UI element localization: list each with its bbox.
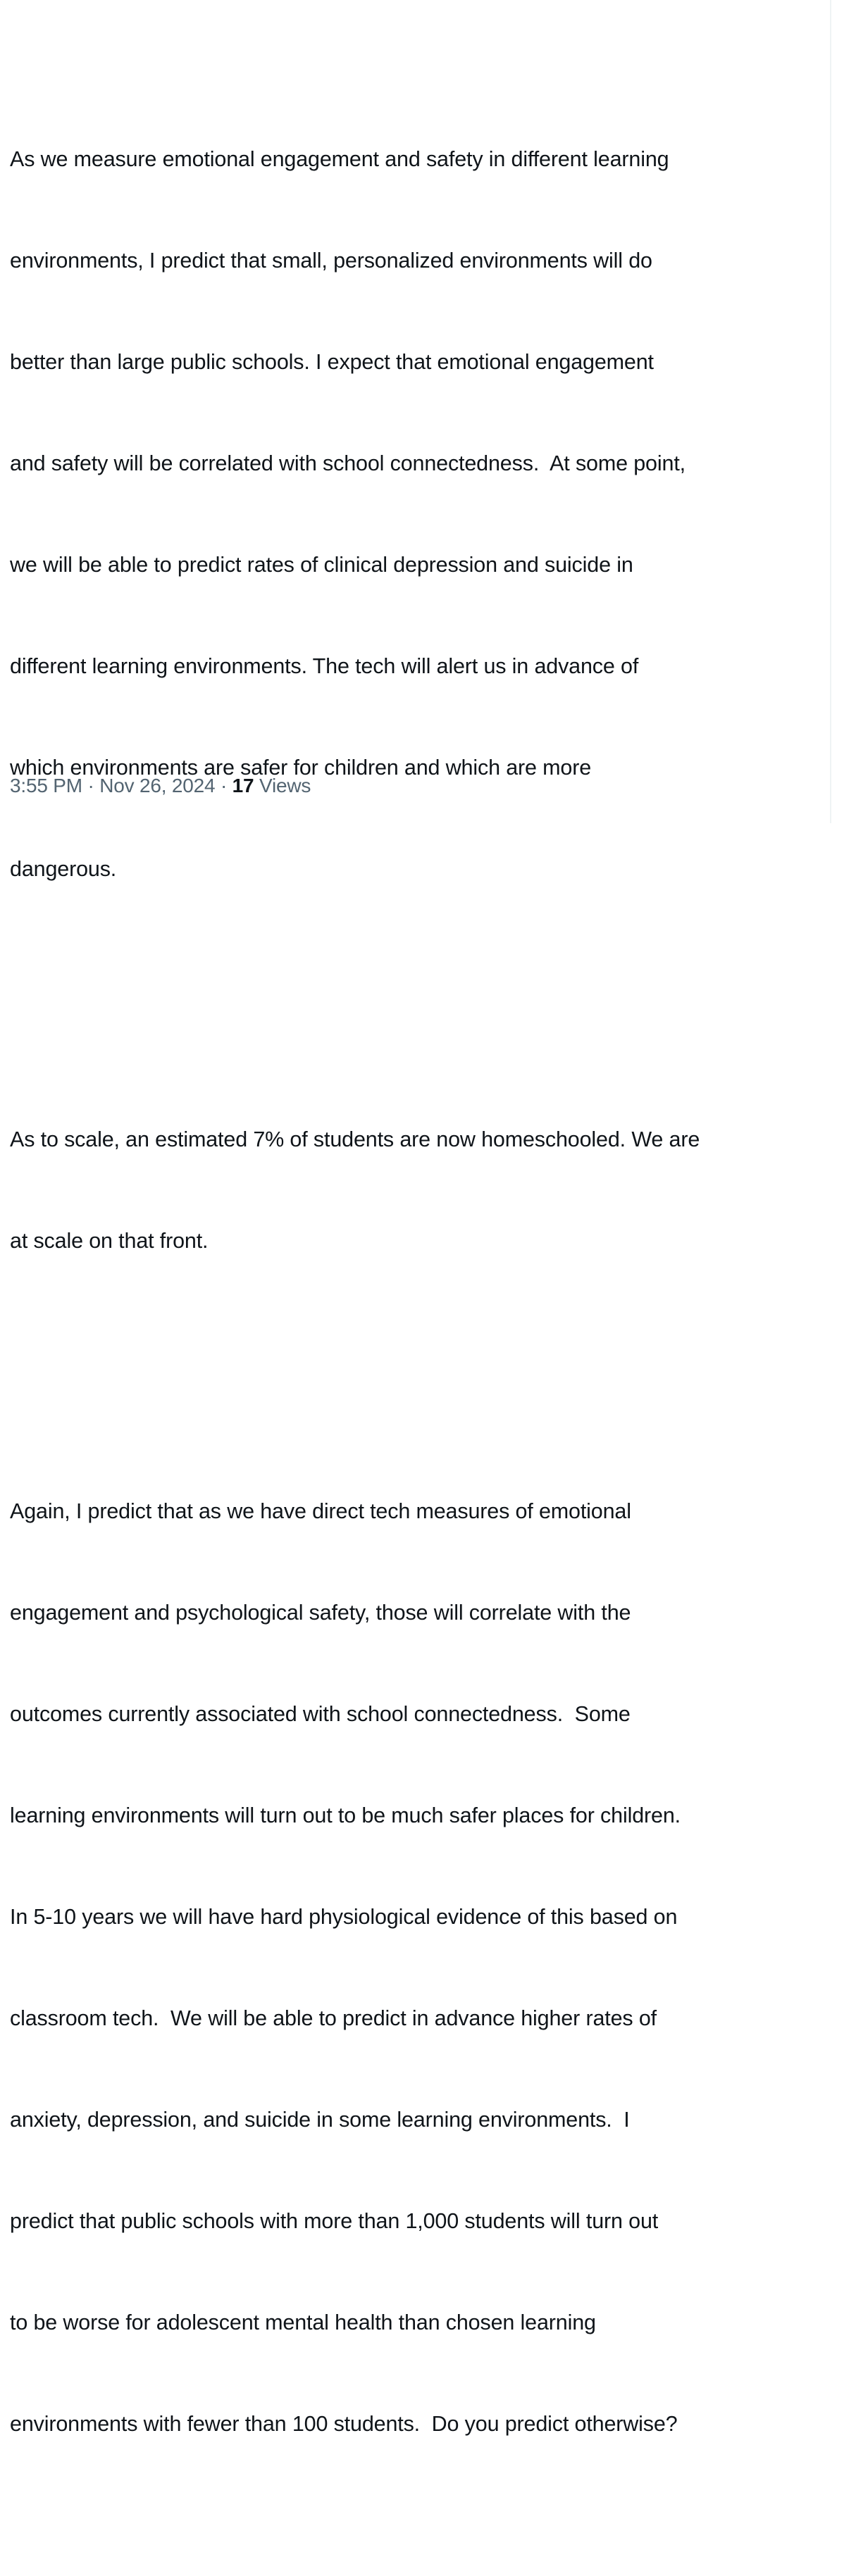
text-line: environments, I predict that small, personalized environments will do (10, 249, 652, 273)
text-line: we will be able to predict rates of clinical depression and suicide in (10, 553, 633, 577)
views-label: Views (254, 775, 311, 796)
separator-dot: · (220, 775, 232, 796)
text-line: which environments are safer for children and which are more (10, 756, 592, 780)
text-line: classroom tech. We will be able to predict in advance higher rates of (10, 2006, 657, 2030)
text-line: Again, I predict that as we have direct tech measures of emotional (10, 1499, 631, 1523)
timestamp-link[interactable] (10, 775, 221, 796)
tweet-paragraph-3 (10, 1427, 820, 2508)
text-line: environments with fewer than 100 students. Do you predict otherwise? (10, 2412, 678, 2436)
text-line: and safety will be correlated with school connectedness. At some point, (10, 451, 686, 475)
text-line: better than large public schools. I expect that emotional engagement (10, 350, 654, 374)
text-line: outcomes currently associated with school connectedness. Some (10, 1702, 631, 1726)
views-stat[interactable] (232, 775, 311, 796)
tweet-paragraph-2 (10, 1055, 820, 1325)
separator-dot: · (82, 775, 100, 796)
text-line: In 5-10 years we will have hard physiological evidence of this based on (10, 1905, 678, 1929)
text-line: learning environments will turn out to be much safer places for children. (10, 1803, 681, 1827)
text-line: predict that public schools with more than 1,000 students will turn out (10, 2209, 659, 2233)
text-line: to be worse for adolescent mental health than chosen learning (10, 2311, 596, 2334)
tweet-meta (10, 772, 311, 800)
text-line: As we measure emotional engagement and safety in different learning (10, 147, 669, 171)
column-divider (830, 0, 831, 823)
tweet-time: 3:55 PM (10, 775, 82, 796)
text-line: at scale on that front. (10, 1229, 209, 1253)
views-count: 17 (232, 775, 254, 796)
tweet-text (10, 7, 820, 2576)
tweet (10, 7, 820, 2576)
text-line: different learning environments. The tech will alert us in advance of (10, 654, 639, 678)
text-line: dangerous. (10, 857, 117, 881)
tweet-paragraph-1 (10, 75, 820, 954)
text-line: As to scale, an estimated 7% of students are now homeschooled. We are (10, 1127, 700, 1151)
text-line: engagement and psychological safety, those will correlate with the (10, 1601, 631, 1625)
text-line: anxiety, depression, and suicide in some learning environments. I (10, 2108, 630, 2132)
tweet-date: Nov 26, 2024 (99, 775, 216, 796)
